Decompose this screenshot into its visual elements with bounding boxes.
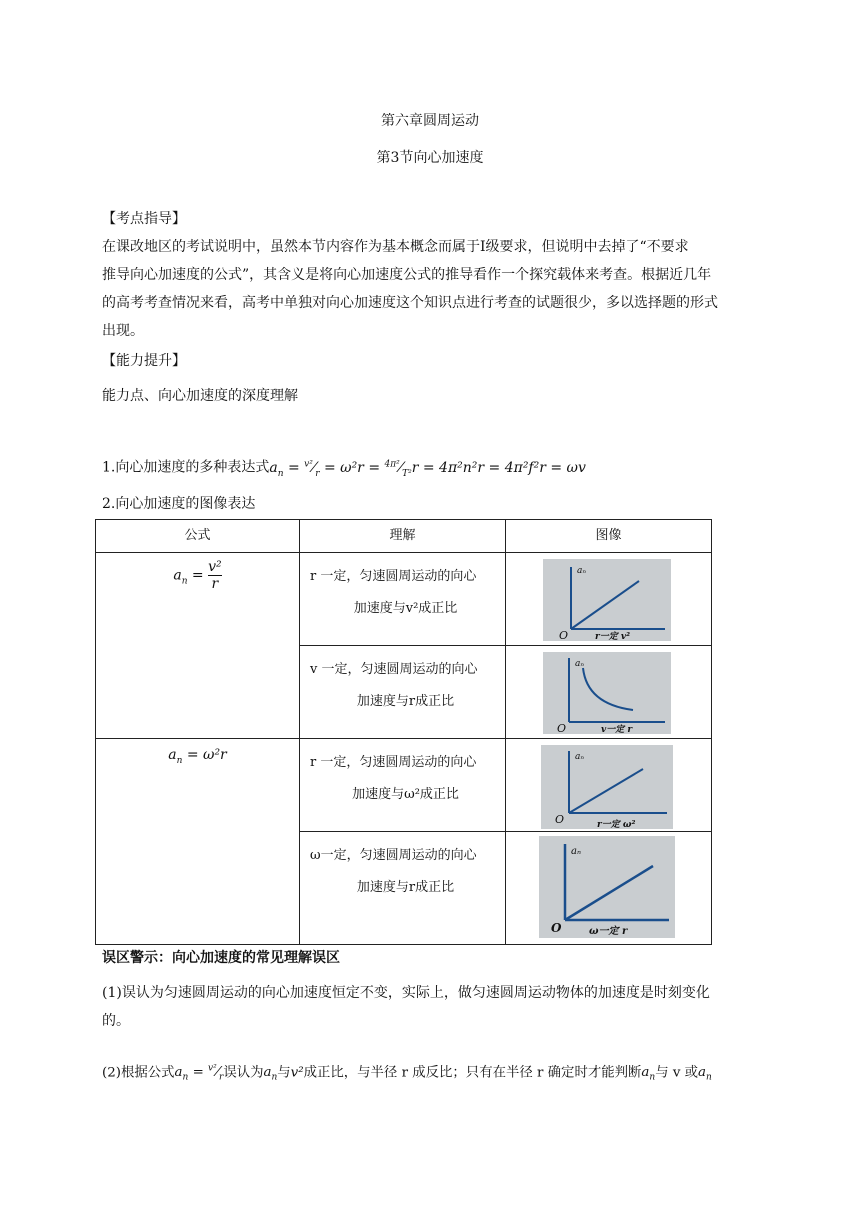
meaning-line: v 一定，匀速圆周运动的向心 [310, 662, 478, 677]
graph-cell [506, 553, 712, 646]
meaning-cell [300, 646, 506, 739]
warning-2-text: 与 v 或 [655, 1065, 699, 1081]
graph-linear-r [539, 836, 675, 938]
graph-y-label: aₙ [575, 659, 585, 669]
graph-photo [543, 652, 671, 734]
graph-photo [543, 559, 671, 641]
formula-expression: $a_n$ = $^{v^2}⁄_r = \omega^2r$ = $^{4\pi^2}⁄_{T^2}r = 4\pi^2n^2r = 4\pi^2f^2r = \omega v$ [269, 459, 586, 479]
formula-line-1 [102, 450, 762, 487]
warning-2-text: 成正比，与半径 r 成反比；只有在半径 r 确定时才能判断 [303, 1065, 642, 1081]
graph-x-label: ω一定 r [589, 926, 628, 937]
meaning-line: 加速度与ω²成正比 [352, 787, 459, 802]
graph-y-label: aₙ [571, 846, 582, 857]
graph-cell [506, 646, 712, 739]
meaning-line: 加速度与v²成正比 [353, 601, 458, 616]
meaning-line: 加速度与r成正比 [356, 880, 455, 895]
warning-2-an: $a_n$ [641, 1065, 656, 1084]
graph-y-label: aₙ [575, 752, 585, 762]
warning-1-line: 的。 [102, 1013, 130, 1029]
formula-v2-over-r: $a_n$ = $\frac{\text{v²}}{r}$ [173, 559, 222, 592]
graph-photo [541, 745, 673, 829]
warning-2-an: $a_n$ [263, 1065, 278, 1084]
paragraph-line: 的高考考查情况来看，高考中单独对向心加速度这个知识点进行考查的试题很少，多以选择题的形式 [102, 295, 718, 311]
paragraph-line: 出现。 [102, 323, 144, 339]
heading-ability: 【能力提升】 [102, 353, 186, 369]
chapter-title: 第六章圆周运动 [381, 113, 479, 129]
header-graph: 图像 [506, 520, 712, 553]
meaning-line: ω一定，匀速圆周运动的向心 [310, 848, 477, 863]
warning-title: 误区警示：向心加速度的常见理解误区 [102, 950, 340, 966]
graph-x-label: v一定 r [601, 725, 633, 734]
warning-2-text: (2)根据公式 [102, 1065, 175, 1081]
item-2: 2.向心加速度的图像表达 [102, 496, 256, 512]
warning-2-v2: v² [290, 1065, 304, 1081]
graph-cell [506, 832, 712, 945]
graph-inverse-r [543, 652, 671, 734]
formula-cell-1 [96, 553, 300, 739]
section-title: 第3节向心加速度 [376, 150, 484, 166]
graph-y-label: aₙ [577, 566, 587, 576]
warning-2-formula: $a_n$ = $^{v^2}⁄_r$ [174, 1064, 224, 1084]
meaning-cell [300, 553, 506, 646]
meaning-line: r 一定，匀速圆周运动的向心 [310, 569, 477, 584]
graph-photo [539, 836, 675, 938]
header-meaning: 理解 [300, 520, 506, 553]
meaning-line: r 一定，匀速圆周运动的向心 [310, 755, 477, 770]
meaning-cell [300, 739, 506, 832]
warning-2-an: $a_n$ [698, 1065, 712, 1084]
graph-linear-omega2 [541, 745, 673, 829]
formula-prefix: 1.向心加速度的多种表达式 [102, 459, 270, 476]
heading-exam-guide: 【考点指导】 [102, 211, 186, 227]
acceleration-table [95, 519, 712, 945]
graph-cell [506, 739, 712, 832]
meaning-cell [300, 832, 506, 945]
warning-1-line: (1)误认为匀速圆周运动的向心加速度恒定不变，实际上，做匀速圆周运动物体的加速度是时刻变化 [102, 985, 710, 1001]
paragraph-line: 在课改地区的考试说明中，虽然本节内容作为基本概念而属于Ⅰ级要求，但说明中去掉了“不要求 [102, 239, 689, 255]
ability-point: 能力点、向心加速度的深度理解 [102, 388, 298, 404]
warning-2-text: 误认为 [223, 1065, 264, 1081]
graph-origin: O [555, 813, 565, 826]
warning-2-line: (2)根据公式$a_n$ = $^{v^2}⁄_r$误认为$a_n$与v²成正比，与半径 r 成反比；只有在半径 r 确定时才能判断$a_n$与 v 或$a_n$ [102, 1064, 712, 1084]
graph-x-label: r一定 ω² [597, 820, 636, 829]
graph-origin: O [559, 629, 569, 641]
formula-omega2-r: $a_n = \omega^2r$ [168, 747, 227, 766]
graph-origin: O [557, 722, 567, 734]
graph-x-label: r一定 v² [595, 632, 631, 641]
formula-cell-2 [96, 739, 300, 945]
graph-origin: O [551, 921, 562, 935]
meaning-line: 加速度与r成正比 [356, 694, 455, 709]
paragraph-line: 推导向心加速度的公式”，其含义是将向心加速度公式的推导看作一个探究载体来考查。根据近几年 [102, 267, 712, 283]
graph-linear-v2 [543, 559, 671, 641]
header-formula: 公式 [96, 520, 300, 553]
